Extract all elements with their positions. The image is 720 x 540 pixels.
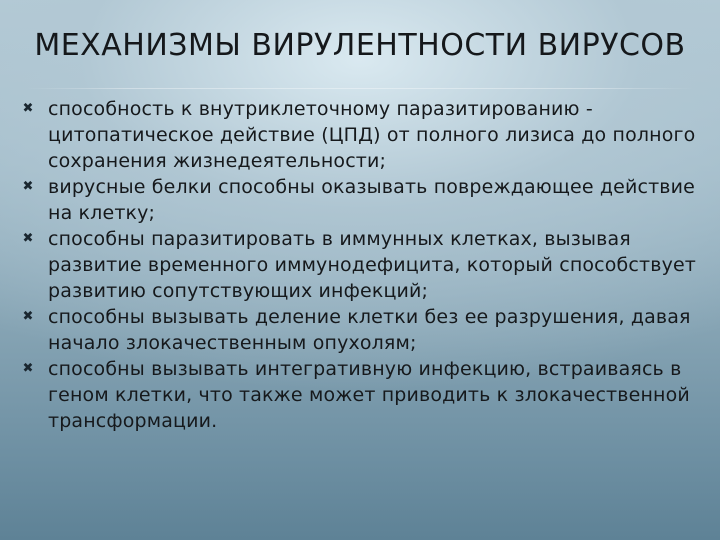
bullet-list <box>0 96 720 434</box>
list-item <box>0 356 720 434</box>
x-cross-icon: ✖ <box>22 361 34 376</box>
x-cross-icon: ✖ <box>22 231 34 246</box>
list-item <box>0 174 720 226</box>
title-divider <box>26 88 694 89</box>
list-item <box>0 304 720 356</box>
x-cross-icon: ✖ <box>22 309 34 324</box>
list-item-text: вирусные белки способны оказывать повреждающее действие на клетку; <box>48 176 695 224</box>
x-cross-icon: ✖ <box>22 101 34 116</box>
list-item-text: способность к внутриклеточному паразитированию - цитопатическое действие (ЦПД) от полного лизиса до полного сохранения жизнедеятельности; <box>48 98 696 172</box>
slide-title: МЕХАНИЗМЫ ВИРУЛЕНТНОСТИ ВИРУСОВ <box>34 28 686 63</box>
list-item-text: способны паразитировать в иммунных клетках, вызывая развитие временного иммунодефицита, который способствует развитию сопутствующих инфекций; <box>48 228 697 302</box>
list-item <box>0 96 720 174</box>
list-item-text: способны вызывать интегративную инфекцию, встраиваясь в геном клетки, что также может приводить к злокачественной трансформации. <box>48 358 690 432</box>
x-cross-icon: ✖ <box>22 179 34 194</box>
list-item <box>0 226 720 304</box>
list-item-text: способны вызывать деление клетки без ее разрушения, давая начало злокачественным опухолям; <box>48 306 691 354</box>
